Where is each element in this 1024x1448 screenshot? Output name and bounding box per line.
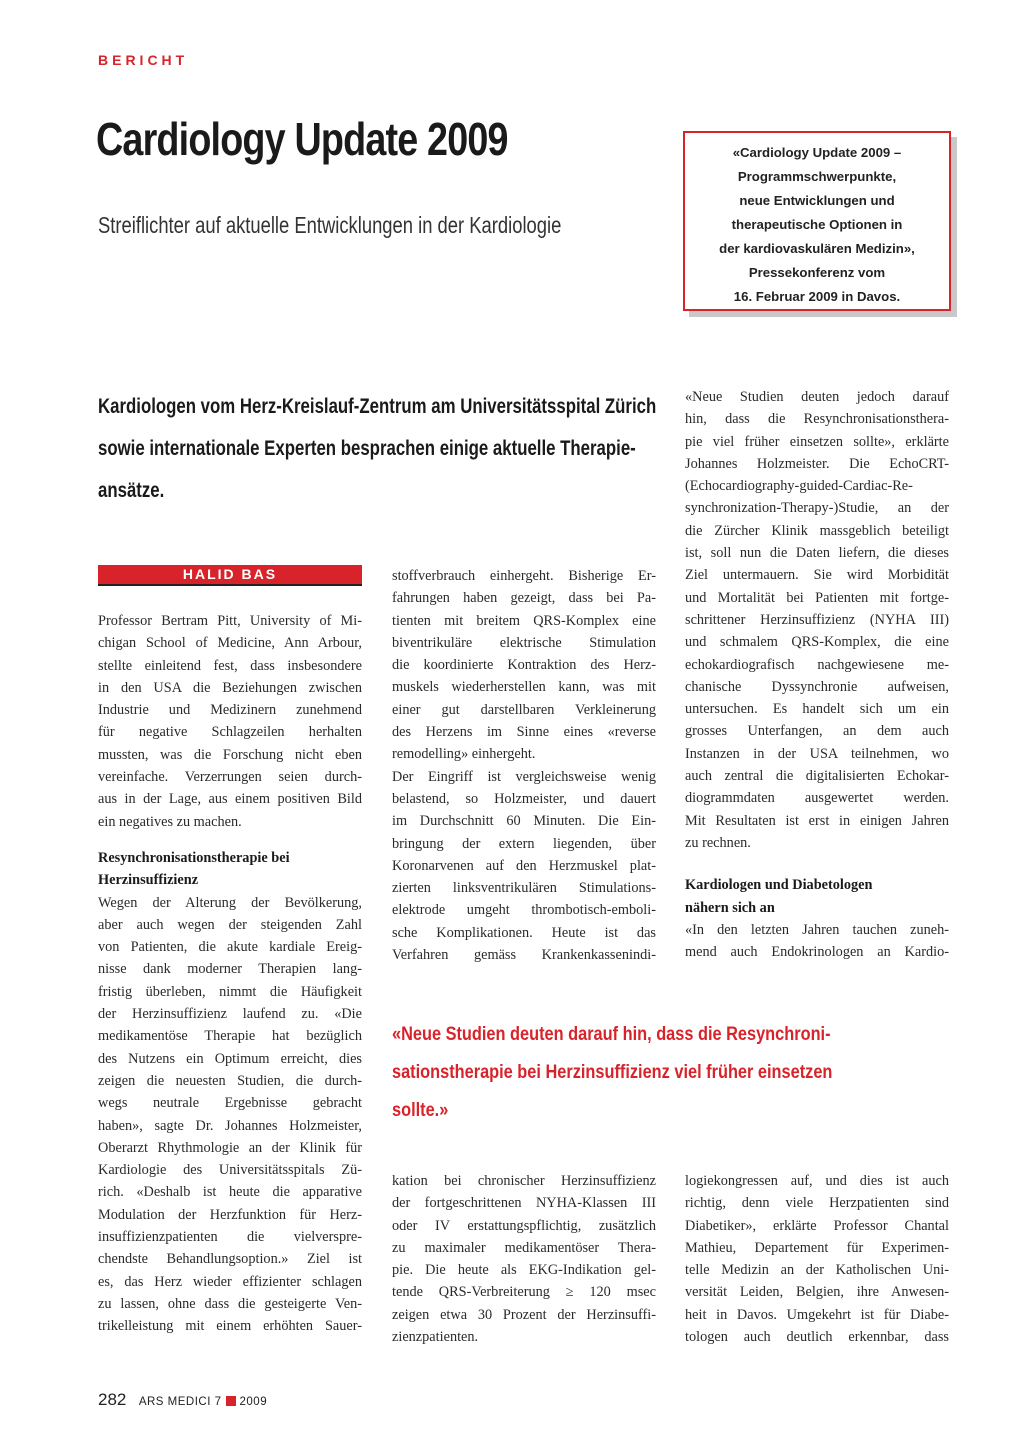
info-line: Pressekonferenz vom: [748, 265, 886, 280]
body-line: pie. Die heute als EKG-Indikation gel-: [392, 1262, 656, 1279]
body-line: untersuchen. Es handelt sich um ein: [685, 701, 949, 718]
body-line: heit in Davos. Umgekehrt ist für Diabe-: [685, 1306, 949, 1323]
paragraph-gap: [685, 854, 949, 874]
pull-quote-line: «Neue Studien deuten darauf hin, dass die Resynchroni-: [392, 1024, 831, 1045]
article-subtitle: Streiflichter auf aktuelle Entwicklungen in der Kardiologie: [98, 212, 562, 238]
event-info-box: [683, 131, 951, 311]
journal-year: 2009: [239, 1396, 268, 1408]
body-line: zeigen etwa 30 Prozent der Herzinsuffi-: [392, 1306, 656, 1323]
red-square-icon: [226, 1396, 236, 1406]
article-title: Cardiology Update 2009: [96, 113, 508, 165]
body-line: tende QRS-Verbreiterung ≥ 120 msec: [392, 1284, 656, 1301]
section-label: BERICHT: [98, 52, 189, 68]
body-line: insuffizienzpatienten die vielverspre-: [98, 1229, 362, 1246]
body-line: Instanzen in der USA teilnehmen, wo: [685, 745, 949, 762]
body-line: des Nutzens ein Optimum erreicht, dies: [98, 1050, 362, 1067]
body-line: kation bei chronischer Herzinsuffizienz: [392, 1173, 656, 1189]
body-line: zeigen die neuesten Studien, die durch-: [98, 1072, 362, 1089]
body-line: biventrikuläre elektrische Stimulation: [392, 634, 656, 651]
author-name: HALID BAS: [182, 566, 278, 582]
body-line: richtig, denn viele Herzpatienten sind: [685, 1195, 949, 1212]
body-line: (Echocardiography-guided-Cardiac-Re-: [685, 478, 913, 495]
body-line: zienzpatienten.: [392, 1329, 479, 1346]
section-heading: nähern sich an: [685, 899, 775, 916]
body-line: versität Leiden, Belgien, ihre Anwesen-: [685, 1284, 949, 1301]
body-line: ein negatives zu machen.: [98, 813, 242, 830]
body-line: aber auch wegen der steigenden Zahl: [98, 916, 362, 933]
info-line: Programmschwerpunkte,: [737, 169, 897, 184]
lead-line: Kardiologen vom Herz-Kreislauf-Zentrum am Universitätsspital Zürich: [98, 395, 657, 418]
body-line: zu maximaler medikamentöser Thera-: [392, 1239, 656, 1256]
body-line: Industrie und Medizinern zunehmend: [98, 702, 362, 719]
body-line: elektrode umgeht thrombotisch-emboli-: [392, 902, 656, 919]
body-line: ist, soll nun die Daten liefern, die dieses: [685, 545, 949, 562]
body-line: grosses Unterfangen, an dem auch: [685, 723, 949, 740]
body-line: nisse dank moderner Therapien lang-: [98, 961, 362, 978]
body-line: Verfahren gemäss Krankenkassenindi-: [392, 947, 656, 964]
column-3-lower: [685, 1170, 949, 1348]
section-heading: Kardiologen und Diabetologen: [685, 877, 873, 894]
body-line: bringung der extern liegenden, über: [392, 835, 656, 852]
column-2-lower: [392, 1170, 656, 1348]
body-line: Modulation der Herzfunktion für Herz-: [98, 1206, 362, 1223]
body-line: Diabetiker», erklärte Professor Chantal: [685, 1217, 949, 1234]
body-line: stellte einleitend fest, dass insbesondere: [98, 657, 362, 674]
body-line: chanische Dyssynchronie aufweisen,: [685, 678, 949, 695]
body-line: trikelleistung mit einem erhöhten Sauer-: [98, 1318, 362, 1335]
body-line: sche Komplikationen. Heute ist das: [392, 924, 656, 941]
body-line: Mathieu, Departement für Experimen-: [685, 1239, 949, 1256]
body-line: in den USA die Beziehungen zwischen: [98, 679, 362, 696]
body-line: Koronarvenen auf den Herzmuskel plat-: [392, 857, 656, 874]
body-line: aus in der Lage, aus einem positiven Bild: [98, 791, 362, 808]
body-line: «Neue Studien deuten jedoch darauf: [685, 389, 949, 405]
info-line: neue Entwicklungen und: [739, 193, 895, 208]
body-line: chendste Behandlungsoption.» Ziel ist: [98, 1251, 362, 1268]
body-line: Wegen der Alterung der Bevölkerung,: [98, 894, 362, 911]
body-line: schrittener Herzinsuffizienz (NYHA III): [685, 611, 949, 628]
pull-quote-line: sationstherapie bei Herzinsuffizienz viel früher einsetzen: [392, 1062, 833, 1083]
body-line: zierten linksventrikulären Stimulations-: [392, 880, 656, 897]
body-line: fahrungen haben gezeigt, dass bei Pa-: [392, 590, 656, 607]
body-line: und schmalem QRS-Komplex, die eine: [685, 634, 949, 651]
body-line: zu rechnen.: [685, 834, 751, 851]
section-heading: Herzinsuffizienz: [98, 872, 199, 889]
body-line: telle Medizin an der Katholischen Uni-: [685, 1262, 949, 1279]
lead-line: sowie internationale Experten besprachen einige aktuelle Therapie-: [98, 437, 636, 460]
body-line: medikamentöse Therapie hat bezüglich: [98, 1028, 362, 1045]
body-line: vereinfache. Verzerrungen seien durch-: [98, 769, 362, 786]
body-line: zu lassen, ohne dass die gesteigerte Ven-: [98, 1295, 362, 1312]
body-line: Johannes Holzmeister. Die EchoCRT-: [685, 455, 949, 472]
column-1-upper: [98, 610, 362, 1338]
body-line: Der Eingriff ist vergleichsweise wenig: [392, 768, 656, 785]
body-line: logiekongressen auf, und dies ist auch: [685, 1173, 949, 1189]
body-line: des Herzens im Sinne eines «reverse: [392, 724, 656, 741]
body-line: hin, dass die Resynchronisationsthera-: [685, 411, 949, 428]
body-line: und Mortalität bei Patienten mit fortge-: [685, 589, 949, 606]
info-line: «Cardiology Update 2009 –: [732, 145, 902, 160]
body-line: wegs neutrale Ergebnisse gebracht: [98, 1095, 362, 1112]
journal-name: ARS MEDICI 7: [138, 1396, 222, 1408]
body-line: echokardiografisch nachgewiesene me-: [685, 656, 949, 673]
body-line: für negative Schlagzeilen herhalten: [98, 724, 362, 741]
body-line: auch zentral die digitalisierten Echokar-: [685, 768, 949, 785]
author-byline: [98, 565, 362, 586]
lead-paragraph: [98, 386, 658, 512]
body-line: Oberarzt Rhythmologie an der Klinik für: [98, 1139, 362, 1156]
body-line: im Durchschnitt 60 Minuten. Die Ein-: [392, 813, 656, 830]
body-line: der Herzinsuffizienz laufend zu. «Die: [98, 1006, 362, 1023]
body-line: chigan School of Medicine, Ann Arbour,: [98, 635, 362, 652]
body-line: synchronization-Therapy-)Studie, an der: [685, 500, 949, 517]
page-number: 282: [98, 1390, 127, 1409]
body-line: einer gut darstellbaren Verkleinerung: [392, 701, 656, 718]
body-line: die koordinierte Kontraktion des Herz-: [392, 657, 656, 674]
body-line: es, das Herz wieder effizienter schlagen: [98, 1273, 362, 1290]
body-line: pie viel früher einsetzen sollte», erklärte: [685, 433, 949, 450]
body-line: «In den letzten Jahren tauchen zuneh-: [685, 921, 949, 938]
section-heading: Resynchronisationstherapie bei: [98, 849, 290, 866]
info-line: 16. Februar 2009 in Davos.: [733, 289, 901, 304]
body-line: fristig überleben, nimmt die Häufigkeit: [98, 983, 362, 1000]
info-line: der kardiovaskulären Medizin»,: [719, 241, 915, 256]
info-line: therapeutische Optionen in: [731, 217, 903, 232]
body-line: von Patienten, die akute kardiale Ereig-: [98, 939, 362, 956]
body-line: mussten, was die Forschung nicht eben: [98, 746, 362, 763]
column-3-upper: [685, 386, 949, 963]
body-line: mend auch Endokrinologen an Kardio-: [685, 944, 949, 961]
lead-line: ansätze.: [98, 479, 165, 502]
body-line: Kardiologie des Universitätsspitals Zü-: [98, 1162, 362, 1179]
body-line: Professor Bertram Pitt, University of Mi-: [98, 613, 362, 629]
pull-quote-line: sollte.»: [392, 1100, 449, 1121]
body-line: tienten mit breitem QRS-Komplex eine: [392, 612, 656, 629]
body-line: die Zürcher Klinik massgeblich beteiligt: [685, 522, 949, 539]
body-line: tologen auch deutlich erkennbar, dass: [685, 1329, 949, 1346]
body-line: haben», sagte Dr. Johannes Holzmeister,: [98, 1117, 362, 1134]
page-footer: [98, 1390, 267, 1410]
pull-quote: [392, 1016, 952, 1130]
body-line: der fortgeschrittenen NYHA-Klassen III: [392, 1195, 656, 1212]
paragraph-gap: [98, 833, 362, 847]
column-2-upper: [392, 565, 656, 966]
body-line: remodelling» einhergeht.: [392, 746, 536, 763]
body-line: belastend, so Holzmeister, und dauert: [392, 790, 656, 807]
body-line: diogrammdaten ausgewertet werden.: [685, 790, 949, 807]
body-line: muskels wiederherstellen kann, was mit: [392, 679, 656, 696]
body-line: Ziel untermauern. Sie wird Morbidität: [685, 567, 949, 584]
body-line: oder IV erstattungspflichtig, zusätzlich: [392, 1217, 656, 1234]
body-line: rich. «Deshalb ist heute die apparative: [98, 1184, 362, 1201]
body-line: stoffverbrauch einhergeht. Bisherige Er-: [392, 568, 656, 584]
body-line: Mit Resultaten ist erst in einigen Jahren: [685, 812, 949, 829]
